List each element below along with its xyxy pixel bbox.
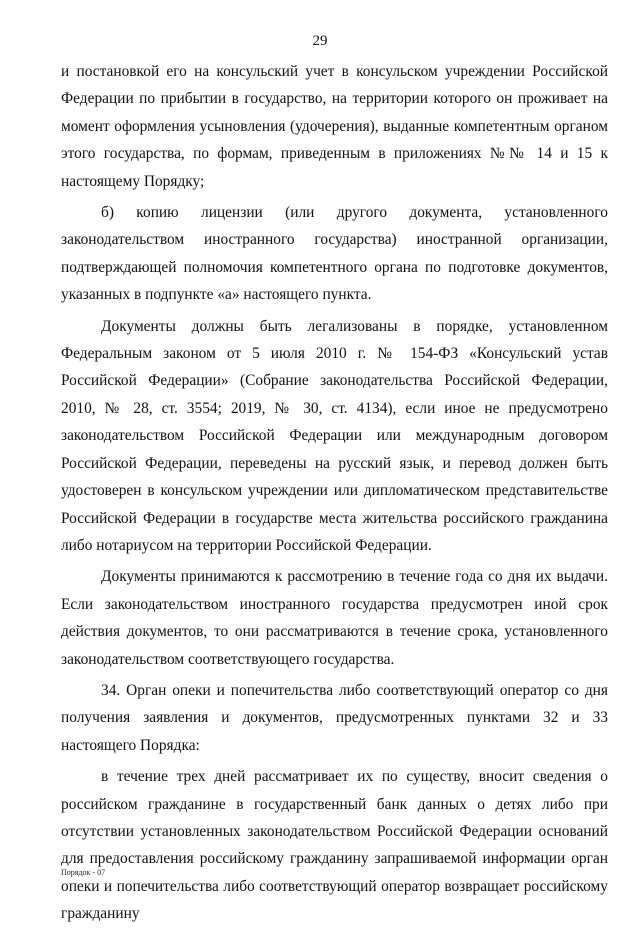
paragraph-acceptance-term: Документы принимаются к рассмотрению в течение года со дня их выдачи. Если законодательством иностранного государства предусмотрен иной срок действия документов, то они рассматриваются в течение срока, установленного законодательством соответствующего государства. bbox=[61, 568, 608, 668]
paragraph-clause-34: 34. Орган опеки и попечительства либо соответствующий оператор со дня получения заявления и документов, предусмотренных пунктами 32 и 33 настоящего Порядка: bbox=[61, 681, 608, 754]
footer-label: Порядок - 07 bbox=[61, 868, 106, 877]
document-body bbox=[61, 58, 608, 928]
paragraph-subitem-b: б) копию лицензии (или другого документа, установленного законодательством иностранного государства) иностранной организации, подтверждающей полномочия компетентного органа по подготовке документов, указанных в подпункте «а» настоящего пункта. bbox=[61, 204, 608, 304]
paragraph-legalization: Документы должны быть легализованы в порядке, установленном Федеральным законом от 5 июля 2010 г. № 154-ФЗ «Консульский устав Российской Федерации» (Собрание законодательства Российской Федерации, 2010, № 28, ст. 3554; 2019, № 30, ст. 4134), если иное не предусмотрено законодательством Российской Федерации или международным договором Российской Федерации, переведены на русский язык, и перевод должен быть удостоверен в консульском учреждении или дипломатическом представительстве Российской Федерации в государстве места жительства российского гражданина либо нотариусом на территории Российской Федерации. bbox=[61, 317, 608, 554]
paragraph-continuation: и постановкой его на консульский учет в консульском учреждении Российской Федерации по прибытии в государство, на территории которого он проживает на момент оформления усыновления (удочерения), выданные компетентным органом этого государства, по формам, приведенным в приложениях №№ 14 и 15 к настоящему Порядку; bbox=[61, 63, 608, 190]
page-number: 29 bbox=[312, 33, 328, 49]
paragraph-clause-34-item: в течение трех дней рассматривает их по существу, вносит сведения о российском гражданине в государственный банк данных о детях либо при отсутствии установленных законодательством Российской Федерации оснований для предоставления российскому гражданину запрашиваемой информации орган опеки и попечительства либо соответствующий оператор возвращает российскому гражданину bbox=[61, 768, 608, 923]
